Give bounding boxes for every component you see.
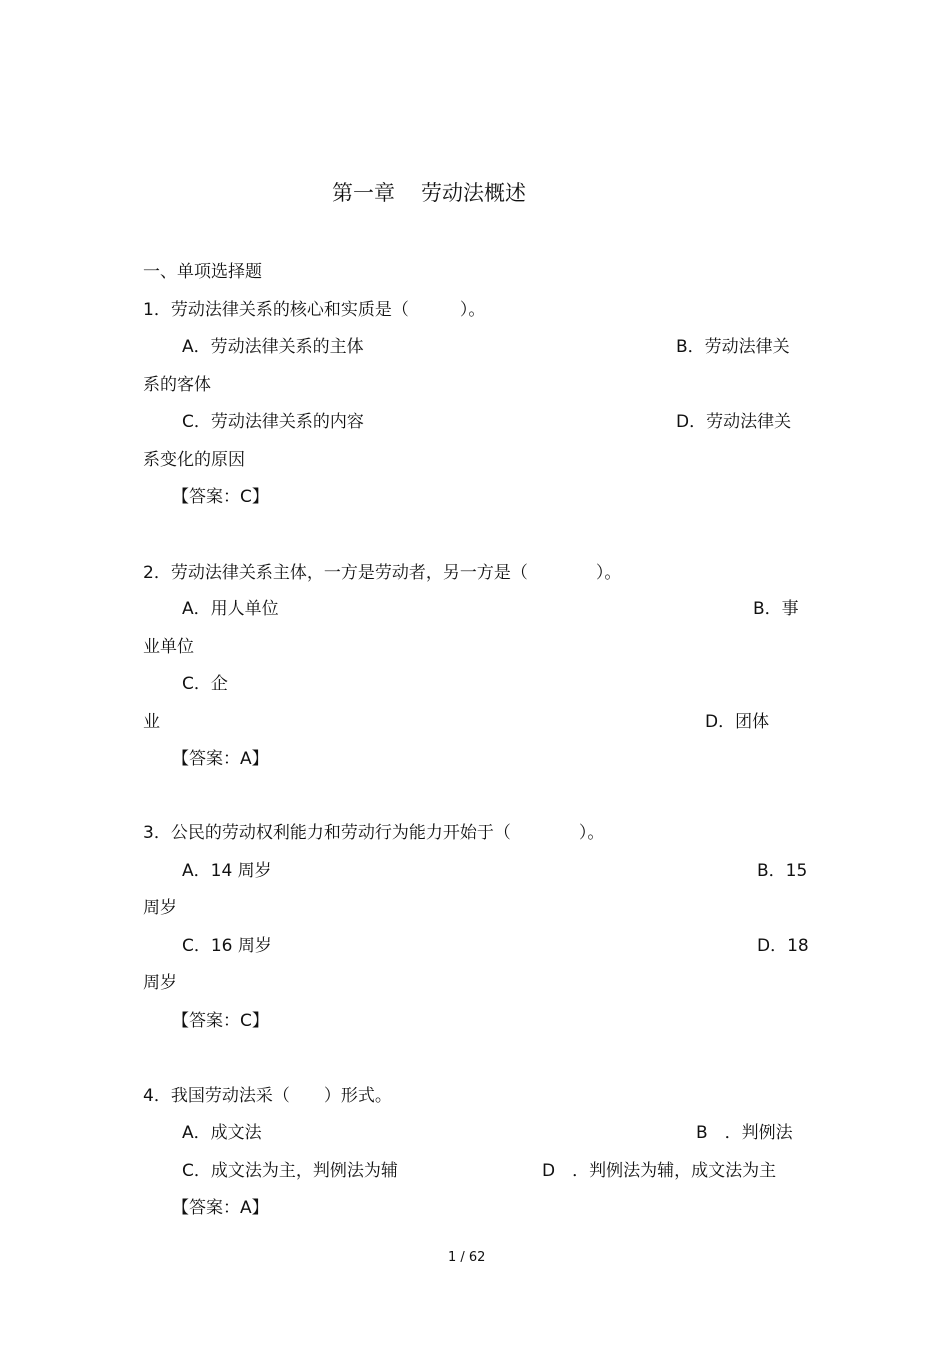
question-1-option-c: C．劳动法律关系的内容: [182, 412, 364, 432]
question-4-answer: 【答案：A】: [172, 1198, 269, 1218]
question-2-option-b-continued: 业单位: [143, 637, 194, 657]
question-4-option-a: A．成文法: [182, 1123, 262, 1143]
chapter-name: 劳动法概述: [421, 181, 526, 205]
question-1-option-b-continued: 系的客体: [143, 375, 211, 395]
question-2-stem: 2．劳动法律关系主体，一方是劳动者，另一方是（ ）。: [143, 563, 622, 583]
question-4-option-d: D ．判例法为辅，成文法为主: [542, 1161, 777, 1181]
question-3-option-d: D．18: [757, 936, 809, 956]
question-3-option-c: C．16 周岁: [182, 936, 272, 956]
question-2-answer: 【答案：A】: [172, 749, 269, 769]
question-3-answer: 【答案：C】: [172, 1011, 269, 1031]
question-3-option-d-continued: 周岁: [143, 973, 177, 993]
section-heading: 一、单项选择题: [143, 262, 262, 282]
question-3-stem: 3．公民的劳动权利能力和劳动行为能力开始于（ ）。: [143, 823, 605, 843]
question-3-option-b: B．15: [757, 861, 808, 881]
question-1-option-a: A．劳动法律关系的主体: [182, 337, 364, 357]
page-number: 1 / 62: [448, 1250, 486, 1265]
question-1-option-d: D．劳动法律关: [676, 412, 792, 432]
question-2-option-a: A．用人单位: [182, 599, 279, 619]
question-1-stem: 1．劳动法律关系的核心和实质是（ ）。: [143, 300, 486, 320]
question-2-option-b: B．事: [753, 599, 799, 619]
question-4-stem: 4．我国劳动法采（ ）形式。: [143, 1086, 392, 1106]
question-3-option-b-continued: 周岁: [143, 898, 177, 918]
question-1-option-d-continued: 系变化的原因: [143, 450, 245, 470]
chapter-number: 第一章: [332, 181, 395, 205]
question-4-option-b: B ．判例法: [696, 1123, 793, 1143]
question-4-option-c: C．成文法为主，判例法为辅: [182, 1161, 398, 1181]
question-2-option-c: C．企: [182, 674, 228, 694]
question-1-answer: 【答案：C】: [172, 487, 269, 507]
question-2-option-d: D．团体: [705, 712, 770, 732]
question-2-option-c-continued: 业: [143, 712, 160, 732]
question-3-option-a: A．14 周岁: [182, 861, 272, 881]
question-1-option-b: B．劳动法律关: [676, 337, 790, 357]
